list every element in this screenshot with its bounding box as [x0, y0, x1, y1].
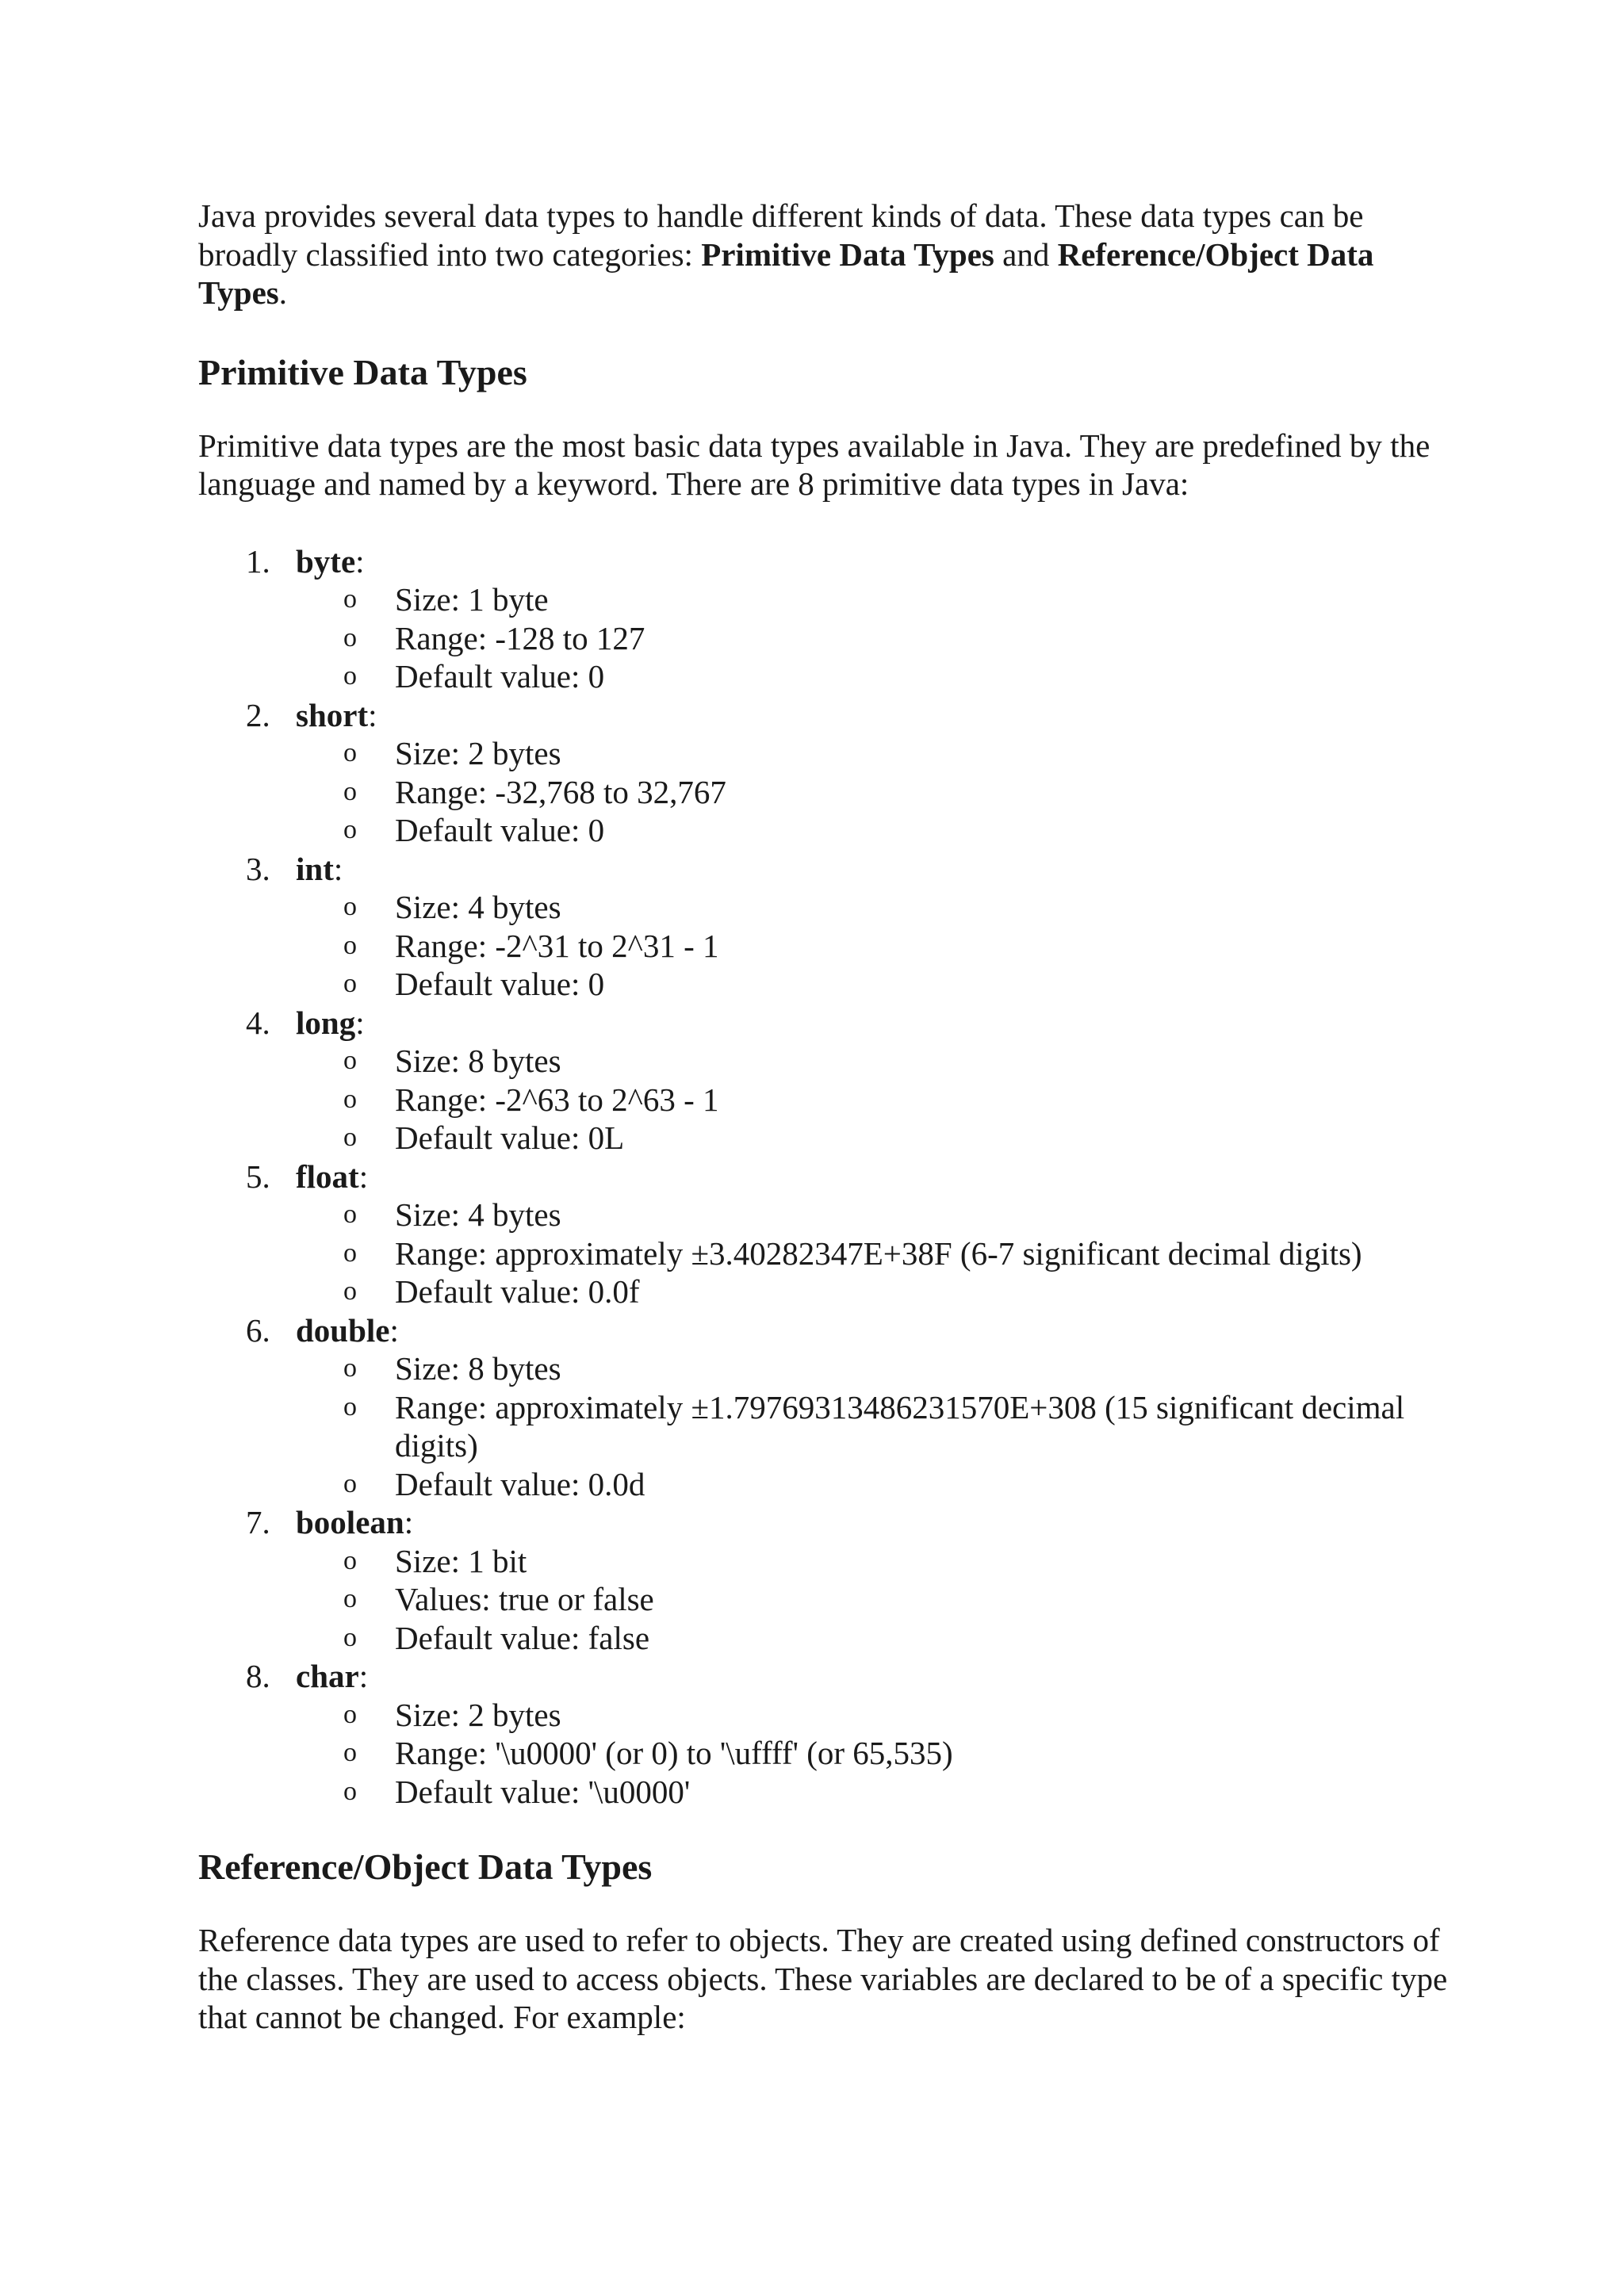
list-number: 5. [246, 1158, 270, 1195]
type-properties-list [296, 734, 1451, 850]
type-name: char [296, 1658, 359, 1694]
hollow-bullet-icon: o [343, 892, 357, 921]
property-item [343, 1542, 1451, 1581]
list-number: 1. [246, 542, 270, 580]
hollow-bullet-icon: o [343, 815, 357, 844]
property-item [343, 1196, 1451, 1234]
hollow-bullet-icon: o [343, 1046, 357, 1075]
hollow-bullet-icon: o [343, 584, 357, 614]
intro-text-1: Java provides several data types to handle different kinds of data. These data types can be broadly classified into two categories: [198, 197, 1364, 273]
type-name: long [296, 1004, 356, 1041]
hollow-bullet-icon: o [343, 1545, 357, 1575]
property-item [343, 619, 1451, 658]
property-item [343, 1349, 1451, 1388]
reference-heading: Reference/Object Data Types [198, 1846, 653, 1887]
document-page [198, 197, 1451, 2037]
property-item [343, 734, 1451, 773]
property-text: Default value: 0 [395, 812, 605, 848]
intro-text-2: and [994, 235, 1058, 273]
list-number: 2. [246, 696, 270, 733]
hollow-bullet-icon: o [343, 622, 357, 652]
property-item [343, 657, 1451, 696]
hollow-bullet-icon: o [343, 930, 357, 960]
property-item [343, 1272, 1451, 1311]
hollow-bullet-icon: o [343, 1238, 357, 1268]
hollow-bullet-icon: o [343, 1584, 357, 1613]
hollow-bullet-icon: o [343, 1622, 357, 1652]
property-text: Values: true or false [395, 1581, 654, 1617]
hollow-bullet-icon: o [343, 1353, 357, 1383]
property-item [343, 1234, 1451, 1273]
property-text: Size: 1 bit [395, 1542, 527, 1579]
hollow-bullet-icon: o [343, 1699, 357, 1729]
type-item-char [198, 1657, 1451, 1811]
hollow-bullet-icon: o [343, 776, 357, 806]
type-name: byte [296, 542, 356, 580]
property-text: Size: 2 bytes [395, 1696, 561, 1733]
intro-paragraph [198, 197, 1451, 312]
type-properties-list [296, 1349, 1451, 1503]
type-properties-list [296, 1042, 1451, 1158]
list-number: 4. [246, 1004, 270, 1041]
type-properties-list [296, 580, 1451, 696]
property-item [343, 580, 1451, 619]
property-item [343, 1119, 1451, 1158]
hollow-bullet-icon: o [343, 1123, 357, 1152]
property-item [343, 927, 1451, 966]
property-item [343, 1773, 1451, 1812]
type-item-byte [198, 542, 1451, 696]
hollow-bullet-icon: o [343, 1276, 357, 1306]
type-colon: : [404, 1504, 414, 1540]
type-name: int [296, 850, 334, 887]
type-item-double [198, 1311, 1451, 1504]
type-name: short [296, 696, 369, 733]
type-name: double [296, 1311, 390, 1349]
type-colon: : [355, 1004, 365, 1041]
type-colon: : [355, 542, 365, 580]
intro-bold-reference: Reference/Object Data Types [198, 235, 1374, 311]
reference-paragraph: Reference data types are used to refer to objects. They are created using defined constructors of the classes. They are used to access objects. These variables are declared to be of a specific type that cannot be changed. For example: [198, 1922, 1448, 2035]
type-item-int [198, 850, 1451, 1004]
type-colon: : [389, 1311, 399, 1349]
property-text: Default value: 0.0d [395, 1465, 645, 1502]
list-number: 3. [246, 850, 270, 887]
property-text: Range: approximately ±1.79769313486231570E+308 (15 significant decimal digits) [395, 1388, 1405, 1464]
primitive-heading: Primitive Data Types [198, 351, 527, 392]
property-item [343, 773, 1451, 812]
type-item-boolean [198, 1503, 1451, 1657]
intro-text-3: . [278, 274, 288, 311]
property-item [343, 888, 1451, 927]
list-number: 6. [246, 1311, 270, 1349]
property-item [343, 1081, 1451, 1119]
property-text: Range: -128 to 127 [395, 619, 645, 656]
property-item [343, 1580, 1451, 1619]
property-text: Range: -2^63 to 2^63 - 1 [395, 1081, 719, 1118]
hollow-bullet-icon: o [343, 1738, 357, 1767]
hollow-bullet-icon: o [343, 661, 357, 691]
property-item [343, 1734, 1451, 1773]
property-text: Size: 4 bytes [395, 1196, 561, 1233]
type-properties-list [296, 1696, 1451, 1812]
property-item [343, 1388, 1451, 1465]
property-text: Range: -32,768 to 32,767 [395, 773, 726, 810]
property-item [343, 811, 1451, 850]
type-properties-list [296, 1196, 1451, 1311]
hollow-bullet-icon: o [343, 1468, 357, 1498]
property-text: Size: 1 byte [395, 581, 549, 618]
property-text: Range: '\u0000' (or 0) to '\uffff' (or 65,535) [395, 1735, 953, 1771]
list-number: 8. [246, 1658, 270, 1694]
property-item [343, 1042, 1451, 1081]
type-properties-list [296, 1542, 1451, 1658]
type-properties-list [296, 888, 1451, 1004]
type-name: float [296, 1158, 359, 1195]
primitive-paragraph: Primitive data types are the most basic data types available in Java. They are predefined by the language and named by a keyword. There are 8 primitive data types in Java: [198, 427, 1431, 502]
type-item-float [198, 1158, 1451, 1311]
property-text: Default value: 0 [395, 966, 605, 1002]
list-number: 7. [246, 1504, 270, 1540]
property-text: Range: approximately ±3.40282347E+38F (6-7 significant decimal digits) [395, 1234, 1362, 1272]
hollow-bullet-icon: o [343, 738, 357, 767]
type-colon: : [333, 850, 343, 887]
property-item [343, 1696, 1451, 1735]
property-text: Default value: 0L [395, 1119, 625, 1156]
property-text: Default value: false [395, 1619, 650, 1656]
hollow-bullet-icon: o [343, 969, 357, 998]
hollow-bullet-icon: o [343, 1084, 357, 1114]
property-text: Default value: '\u0000' [395, 1773, 691, 1810]
type-colon: : [358, 1658, 369, 1694]
hollow-bullet-icon: o [343, 1776, 357, 1806]
type-colon: : [368, 696, 377, 733]
property-text: Range: -2^31 to 2^31 - 1 [395, 927, 719, 964]
property-text: Default value: 0 [395, 658, 605, 695]
type-name: boolean [296, 1504, 404, 1540]
intro-bold-primitive: Primitive Data Types [701, 235, 994, 273]
property-item [343, 1465, 1451, 1504]
property-text: Size: 8 bytes [395, 1350, 561, 1387]
property-text: Size: 4 bytes [395, 889, 561, 925]
property-text: Size: 2 bytes [395, 735, 561, 771]
type-item-long [198, 1004, 1451, 1158]
primitive-types-list [198, 542, 1451, 1812]
type-item-short [198, 696, 1451, 850]
property-item [343, 965, 1451, 1004]
hollow-bullet-icon: o [343, 1200, 357, 1229]
hollow-bullet-icon: o [343, 1391, 357, 1422]
type-colon: : [358, 1158, 369, 1195]
property-item [343, 1619, 1451, 1658]
property-text: Default value: 0.0f [395, 1273, 640, 1310]
property-text: Size: 8 bytes [395, 1043, 561, 1079]
